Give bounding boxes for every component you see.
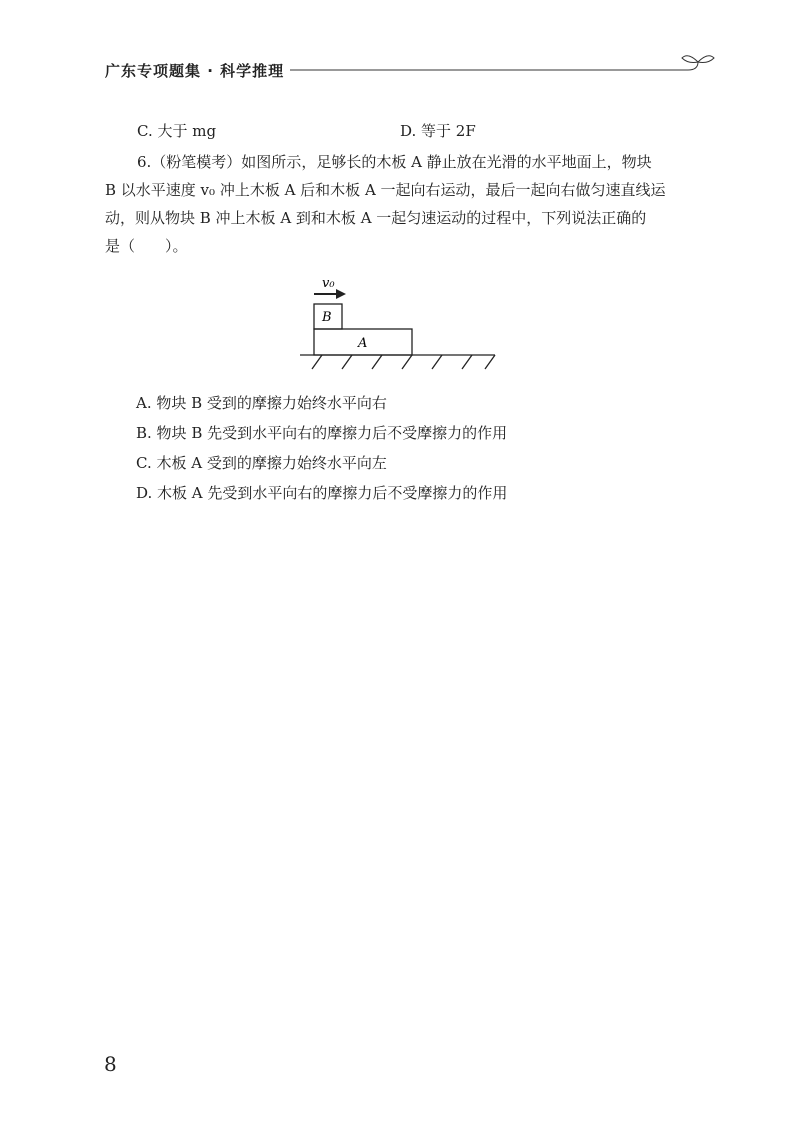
answer-choices xyxy=(136,388,507,508)
question-line-3: 动，则从物块 B 冲上木板 A 到和木板 A 一起匀速运动的过程中，下列说法正确的 xyxy=(105,209,647,227)
ground-hatch xyxy=(312,355,495,369)
question-6 xyxy=(105,148,705,260)
board-a-label: A xyxy=(358,336,368,351)
question-line-1: 6.（粉笔模考）如图所示，足够长的木板 A 静止放在光滑的水平地面上，物块 xyxy=(137,153,652,171)
choice-d: D. 木板 A 先受到水平向右的摩擦力后不受摩擦力的作用 xyxy=(136,484,508,502)
question-line-4: 是（ ）。 xyxy=(105,237,188,255)
block-on-board-figure xyxy=(300,275,500,375)
choice-a: A. 物块 B 受到的摩擦力始终水平向右 xyxy=(136,394,387,412)
header-title: 广东专项题集 · 科学推理 xyxy=(105,62,285,80)
choice-b: B. 物块 B 先受到水平向右的摩擦力后不受摩擦力的作用 xyxy=(136,424,508,442)
velocity-label: v₀ xyxy=(322,276,335,291)
option-c-prev: C. 大于 mg xyxy=(137,122,217,140)
page-number: 8 xyxy=(104,1052,117,1076)
choice-c: C. 木板 A 受到的摩擦力始终水平向左 xyxy=(136,454,387,472)
question-line-2: B 以水平速度 v₀ 冲上木板 A 后和木板 A 一起向右运动，最后一起向右做匀速直线运 xyxy=(105,181,666,199)
block-b-label: B xyxy=(322,310,332,325)
option-d-prev: D. 等于 2F xyxy=(400,122,476,140)
velocity-arrowhead-icon xyxy=(336,289,346,299)
header-rule-sprout-icon xyxy=(290,52,720,82)
